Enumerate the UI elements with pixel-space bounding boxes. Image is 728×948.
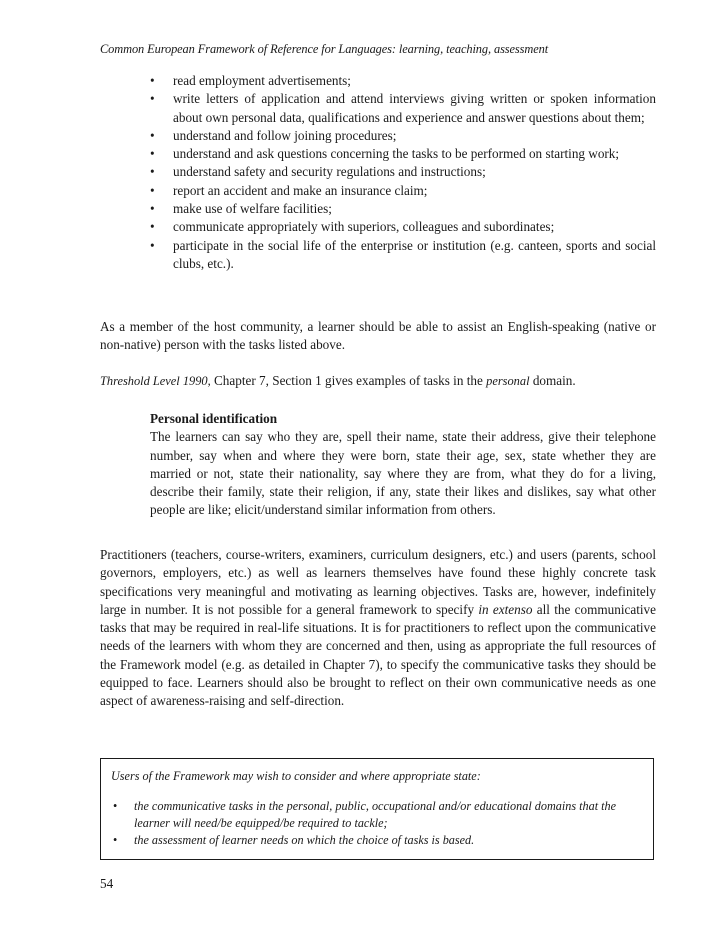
- task-bullet-list: [150, 72, 656, 273]
- box-list: [113, 798, 643, 849]
- list-item: • make use of welfare facilities;: [150, 200, 656, 218]
- user-consideration-box: [100, 758, 654, 860]
- page-number: 54: [100, 876, 114, 891]
- practitioners-text-before: Practitioners (teachers, course-writers, examiners, curriculum designers, etc.) and users (parents, school governors, employers, etc.) as well as learners themselves have found these highly concrete task specifications very meaningful and motivating as learning objectives. Tasks are, however, indefinitely large in number. It is not possible for a general framework to specify: [100, 547, 656, 617]
- list-item: • write letters of application and attend interviews giving written or spoken information about own personal data, qualifications and experience and answer questions about them;: [150, 90, 656, 127]
- in-extenso-term: in extenso: [478, 601, 533, 617]
- threshold-level-middle: Chapter 7, Section 1 gives examples of tasks in the: [210, 373, 487, 388]
- list-item: • communicate appropriately with superiors, colleagues and subordinates;: [150, 218, 656, 236]
- example-heading: Personal identification: [150, 411, 278, 426]
- example-text: The learners can say who they are, spell their name, state their address, give their telephone number, say when and where they were born, state their age, sex, state whether they are married or not, state their nationality, say where they are from, what they do for a living, describe their family, state their religion, if any, state their likes and dislikes, say what other people are like; elicit/understand similar information from others.: [150, 429, 656, 518]
- list-item: • understand safety and security regulations and instructions;: [150, 163, 656, 181]
- host-community-paragraph: As a member of the host community, a learner should be able to assist an English-speaking (native or non-native) person with the tasks listed above.: [100, 319, 656, 353]
- box-intro: Users of the Framework may wish to consider and where appropriate state:: [111, 769, 481, 783]
- list-item: • report an accident and make an insurance claim;: [150, 182, 656, 200]
- list-item: • the assessment of learner needs on which the choice of tasks is based.: [113, 832, 643, 849]
- running-head: Common European Framework of Reference for Languages: learning, teaching, assessment: [100, 42, 549, 56]
- threshold-level-end: domain.: [529, 373, 576, 388]
- list-item: • the communicative tasks in the personal, public, occupational and/or educational domains that the learner will need/be equipped/be required to tackle;: [113, 798, 643, 832]
- list-item: • read employment advertisements;: [150, 72, 656, 90]
- practitioners-text-after: all the communicative tasks that may be required in real-life situations. It is for practitioners to reflect upon the communicative needs of the learners with whom they are concerned and then, using as appropriate the full resources of the Framework model (e.g. as detailed in Chapter 7), to specify the communicative tasks they should be equipped to face. Learners should also be brought to reflect on their own communicative needs as one aspect of awareness-raising and self-direction.: [100, 601, 656, 709]
- personal-identification-example: [150, 410, 656, 520]
- list-item: • participate in the social life of the enterprise or institution (e.g. canteen, sports and social clubs, etc.).: [150, 237, 656, 274]
- practitioners-paragraph: [100, 546, 656, 711]
- personal-domain-term: personal: [486, 374, 530, 388]
- threshold-level-paragraph: [100, 372, 656, 390]
- threshold-level-title: Threshold Level 1990,: [100, 374, 211, 388]
- list-item: • understand and follow joining procedures;: [150, 127, 656, 145]
- list-item: • understand and ask questions concerning the tasks to be performed on starting work;: [150, 145, 656, 163]
